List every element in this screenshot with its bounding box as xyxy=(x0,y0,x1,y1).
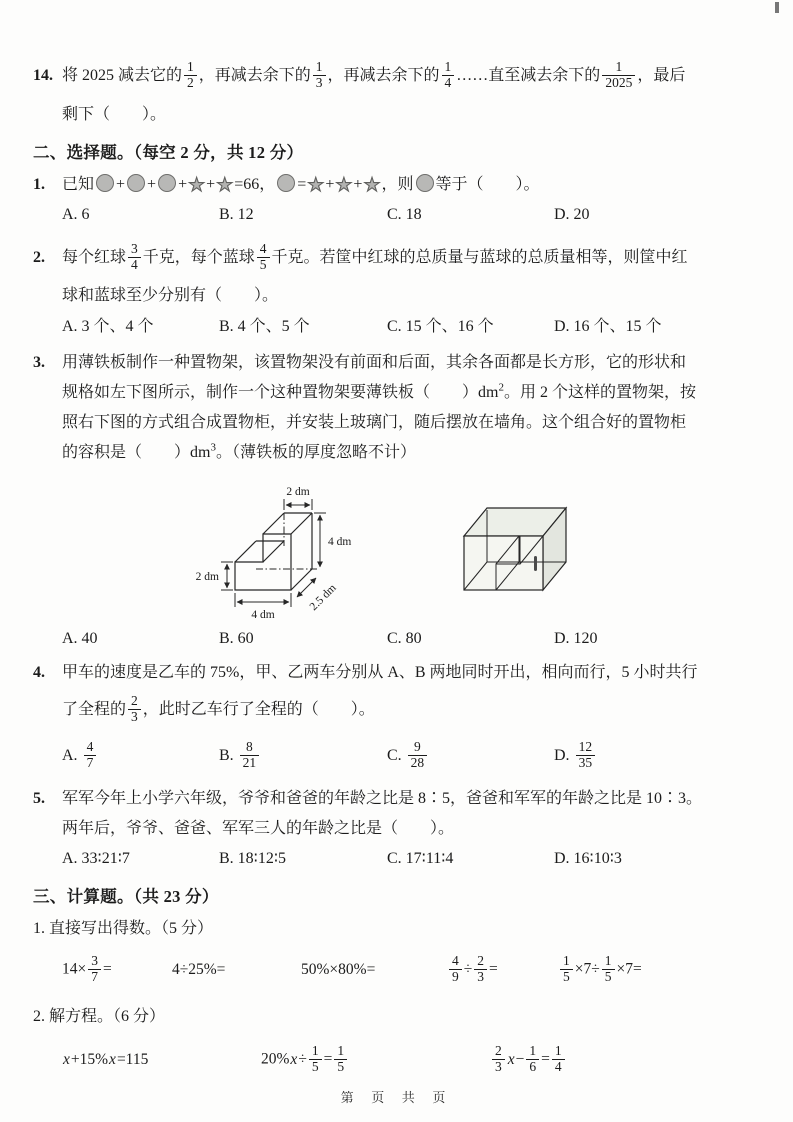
question-text-line: 的容积是（ ）$dm^3$。（薄铁板的厚度忽略不计） xyxy=(62,441,416,461)
dim-label-bottom: 4 dm xyxy=(251,609,275,621)
question-text-line: 了全程的 $\frac{2}{3}$ ，此时乙车行了全程的（ ）。 xyxy=(62,693,375,724)
circle-symbol xyxy=(96,174,114,192)
option-b: B. 4 个、5 个 xyxy=(219,318,310,335)
fraction: $\frac{8}{21}$ xyxy=(240,740,260,770)
fraction: $\frac{1}{2025}$ xyxy=(602,60,635,90)
expression: 50%×80%= xyxy=(301,961,376,978)
door-handle xyxy=(534,556,537,571)
section-3-header: 三、计算题。（共 23 分） xyxy=(33,887,219,906)
fraction: $\frac{1}{4}$ xyxy=(442,60,455,90)
option-c: C. $\frac{9}{28}$ xyxy=(387,741,554,771)
star-symbol: ★ xyxy=(188,174,206,196)
question-text-line: 规格如左下图所示，制作一个这种置物架要薄铁板（ ）$dm^2$。用 2 个这样的置物架，按 xyxy=(62,381,696,401)
fraction: $\frac{3}{7}$ xyxy=(88,954,101,984)
choice-question-2 xyxy=(33,236,765,342)
option-b: B. 12 xyxy=(219,206,254,223)
page-footer: 第 页 共 页 xyxy=(340,1090,453,1105)
option-c: C. 80 xyxy=(387,630,422,647)
circle-symbol xyxy=(277,174,295,192)
question-text-line: 用薄铁板制作一种置物架，该置物架没有前面和后面，其余各面都是长方形，它的形状和 xyxy=(62,354,687,371)
fraction: $\frac{4}{5}$ xyxy=(257,242,270,272)
option-a: A. 40 xyxy=(62,630,98,647)
circle-symbol xyxy=(416,174,434,192)
star-symbol: ★ xyxy=(216,174,234,196)
fraction: $\frac{12}{35}$ xyxy=(576,740,596,770)
fraction: $\frac{4}{7}$ xyxy=(84,740,97,770)
fraction: $\frac{1}{4}$ xyxy=(552,1044,565,1074)
question-number: 3. xyxy=(33,354,45,371)
fraction: $\frac{1}{6}$ xyxy=(526,1044,539,1074)
dim-label-top: 2 dm xyxy=(286,486,310,498)
figures-row xyxy=(190,472,765,622)
dim-label-left: 2 dm xyxy=(195,571,219,583)
question-number: 4. xyxy=(33,664,45,681)
option-d: D. 120 xyxy=(554,630,598,647)
options-row xyxy=(62,624,765,654)
star-symbol: ★ xyxy=(363,174,381,196)
calc-sub1-title-text: 1. 直接写出得数。（5 分） xyxy=(33,920,214,937)
option-d: D. $\frac{12}{35}$ xyxy=(554,741,765,771)
equations-row xyxy=(62,1032,765,1088)
dim-label-right: 4 dm xyxy=(328,536,352,548)
equation: x+15%x=115 xyxy=(63,1051,149,1068)
question-number: 1. xyxy=(33,176,45,193)
star-symbol: ★ xyxy=(307,174,325,196)
calc-sub2-title: 2. 解方程。（6 分） xyxy=(33,1008,166,1025)
question-text-line: 两年后，爷爷、爸爸、军军三人的年龄之比是（ ）。 xyxy=(62,820,455,837)
scan-artifact xyxy=(775,2,779,13)
question-text-line: 剩下（ ）。 xyxy=(62,106,167,123)
fraction: $\frac{1}{5}$ xyxy=(309,1044,322,1074)
option-b: B. 18∶12∶5 xyxy=(219,850,286,867)
question-number: 5. xyxy=(33,790,45,807)
expression: $\frac{1}{5}$ ×7÷ $\frac{1}{5}$ ×7= xyxy=(558,955,765,985)
question-text-line: 将 2025 减去它的 $\frac{1}{2}$ ，再减去余下的 $\frac{1}{3}$ ，再减去余下的 $\frac{1}{4}$ ……直至减去余下的 $\frac{1}{2025}$ ，最后 xyxy=(62,59,686,90)
question-14 xyxy=(33,54,765,132)
option-b: B. $\frac{8}{21}$ xyxy=(219,741,387,771)
star-symbol: ★ xyxy=(335,174,353,196)
question-text-line: 甲车的速度是乙车的 75%，甲、乙两车分别从 A、B 两地同时开出，相向而行，5 小时共行 xyxy=(62,664,698,681)
option-c: C. 15 个、16 个 xyxy=(387,318,494,335)
options-row xyxy=(62,844,765,874)
options-row xyxy=(62,200,765,230)
fraction: $\frac{4}{9}$ xyxy=(449,954,462,984)
choice-question-1 xyxy=(33,170,765,230)
choice-question-3 xyxy=(33,348,765,654)
question-text-line: 军军今年上小学六年级，爷爷和爸爸的年龄之比是 8∶5，爸爸和军军的年龄之比是 10∶3。 xyxy=(62,790,703,807)
option-a: A. 3 个、4 个 xyxy=(62,318,154,335)
cabinet-diagram xyxy=(454,498,614,610)
option-a: A. $\frac{4}{7}$ xyxy=(62,741,219,771)
option-c: C. 18 xyxy=(387,206,422,223)
choice-question-5 xyxy=(33,784,765,874)
circle-symbol xyxy=(158,174,176,192)
choice-question-4 xyxy=(33,658,765,780)
expression: $\frac{4}{9}$ ÷ $\frac{2}{3}$ = xyxy=(447,955,558,985)
question-text-line: 照右下图的方式组合成置物柜，并安装上玻璃门，随后摆放在墙角。这个组合好的置物柜 xyxy=(62,414,687,431)
dim-label-depth: 2.5 dm xyxy=(307,582,339,614)
fraction: $\frac{1}{5}$ xyxy=(602,954,615,984)
equation: 20%x÷ $\frac{1}{5}$ = $\frac{1}{5}$ xyxy=(261,1045,490,1075)
option-d: D. 16∶10∶3 xyxy=(554,850,622,867)
option-a: A. 6 xyxy=(62,206,90,223)
expression: 4÷25%= xyxy=(172,961,226,978)
fraction: $\frac{1}{2}$ xyxy=(184,60,197,90)
calc-sub1-title xyxy=(33,914,765,944)
fraction: $\frac{1}{5}$ xyxy=(560,954,573,984)
fraction: $\frac{9}{28}$ xyxy=(408,740,428,770)
option-d: D. 16 个、15 个 xyxy=(554,318,662,335)
question-number: 14. xyxy=(33,67,53,84)
mental-math-row xyxy=(62,944,765,996)
fraction: $\frac{2}{3}$ xyxy=(128,694,141,724)
shelf-diagram xyxy=(190,472,386,622)
fraction: $\frac{2}{3}$ xyxy=(474,954,487,984)
fraction: $\frac{2}{3}$ xyxy=(492,1044,505,1074)
question-text-line: 球和蓝球至少分别有（ ）。 xyxy=(62,287,279,304)
fraction: $\frac{1}{3}$ xyxy=(313,60,326,90)
options-row xyxy=(62,312,765,342)
question-number: 2. xyxy=(33,249,45,266)
question-text-line: 已知 + + +★+★=66， =★+★+★，则 等于（ ）。 xyxy=(62,174,540,196)
option-c: C. 17∶11∶4 xyxy=(387,850,454,867)
option-b: B. 60 xyxy=(219,630,254,647)
equation: $\frac{2}{3}$ x− $\frac{1}{6}$ = $\frac{1}{4}$ xyxy=(490,1045,765,1075)
option-d: D. 20 xyxy=(554,206,590,223)
circle-symbol xyxy=(127,174,145,192)
section-2-header: 二、选择题。（每空 2 分，共 12 分） xyxy=(33,143,304,162)
question-text-line: 每个红球 $\frac{3}{4}$ 千克，每个蓝球 $\frac{4}{5}$ 千克。若筐中红球的总质量与蓝球的总质量相等，则筐中红 xyxy=(62,241,688,272)
fraction: $\frac{1}{5}$ xyxy=(334,1044,347,1074)
option-a: A. 33∶21∶7 xyxy=(62,850,130,867)
options-row xyxy=(62,732,765,780)
expression: 14× $\frac{3}{7}$ = xyxy=(62,952,112,984)
fraction: $\frac{3}{4}$ xyxy=(128,242,141,272)
